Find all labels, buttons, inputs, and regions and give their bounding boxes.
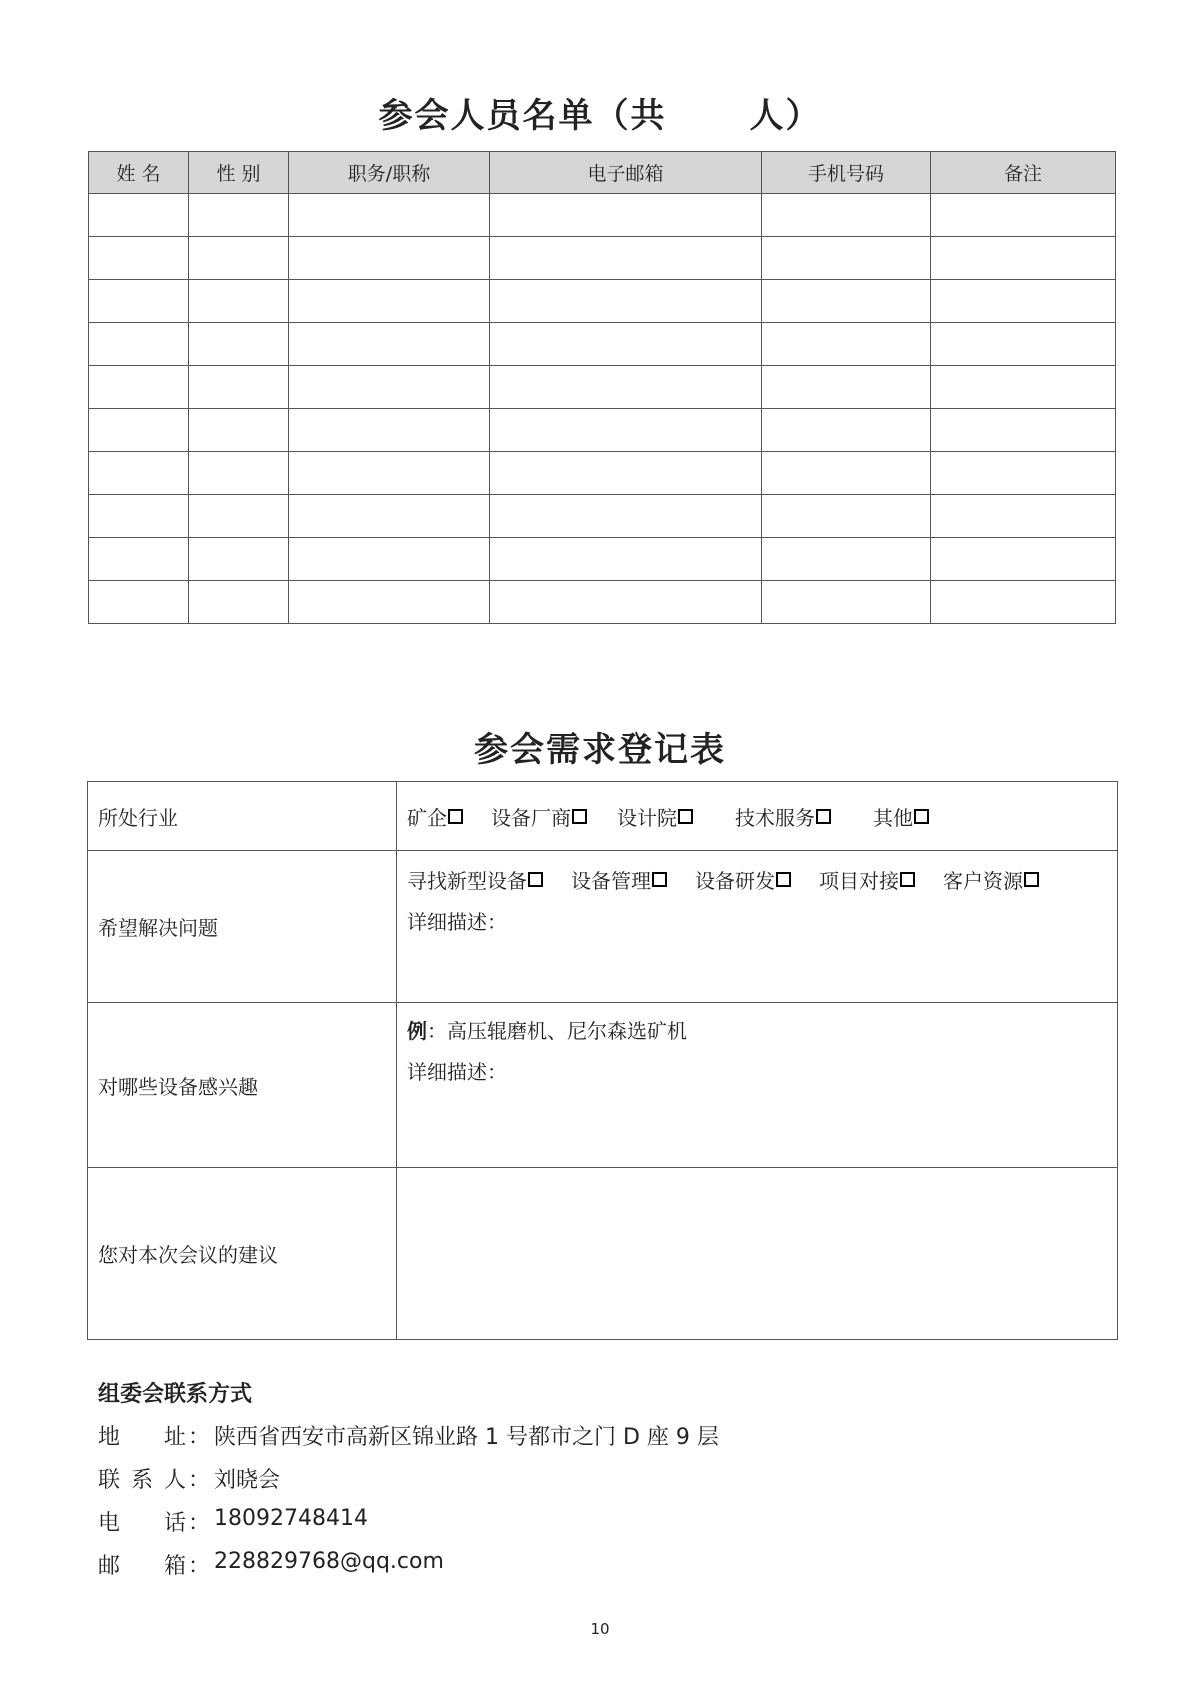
cell-phone[interactable] <box>762 581 931 624</box>
example-prefix: 例 <box>407 1019 427 1043</box>
header-position: 职务/职称 <box>289 152 490 194</box>
contact-heading: 组委会联系方式 <box>98 1382 253 1407</box>
table-row <box>89 495 1116 538</box>
cell-gender[interactable] <box>189 581 289 624</box>
cell-phone[interactable] <box>762 323 931 366</box>
cell-gender[interactable] <box>189 194 289 237</box>
cell-email[interactable] <box>490 280 762 323</box>
table-row <box>89 194 1116 237</box>
checkbox-icon[interactable] <box>528 872 543 887</box>
industry-option-tech-service[interactable]: 技术服务 <box>735 802 831 831</box>
cell-phone[interactable] <box>762 194 931 237</box>
cell-gender[interactable] <box>189 280 289 323</box>
cell-name[interactable] <box>89 280 189 323</box>
attendee-table <box>88 151 1116 624</box>
problem-option-equipment-rnd[interactable]: 设备研发 <box>695 865 791 894</box>
cell-phone[interactable] <box>762 409 931 452</box>
cell-remarks[interactable] <box>931 280 1116 323</box>
contact-email: 邮 箱 ： 228829768@qq.com <box>98 1549 444 1579</box>
cell-position[interactable] <box>289 538 490 581</box>
equipment-example <box>407 1015 1117 1044</box>
page-number: 10 <box>590 1620 610 1638</box>
cell-name[interactable] <box>89 237 189 280</box>
cell-position[interactable] <box>289 237 490 280</box>
industry-option-mining[interactable]: 矿企 <box>407 802 463 831</box>
cell-email[interactable] <box>490 452 762 495</box>
suggestions-row <box>88 1168 1118 1340</box>
cell-name[interactable] <box>89 538 189 581</box>
contact-phone: 电 话 ： 18092748414 <box>98 1506 368 1536</box>
problems-detail-label[interactable]: 详细描述： <box>407 910 507 934</box>
industry-option-equipment-maker[interactable]: 设备厂商 <box>491 802 587 831</box>
cell-remarks[interactable] <box>931 194 1116 237</box>
industry-options <box>397 782 1118 851</box>
cell-remarks[interactable] <box>931 323 1116 366</box>
cell-position[interactable] <box>289 495 490 538</box>
cell-position[interactable] <box>289 280 490 323</box>
industry-option-other[interactable]: 其他 <box>873 802 929 831</box>
industry-row <box>88 782 1118 851</box>
cell-remarks[interactable] <box>931 581 1116 624</box>
header-email: 电子邮箱 <box>490 152 762 194</box>
problem-option-equipment-management[interactable]: 设备管理 <box>571 865 667 894</box>
header-gender: 性 别 <box>189 152 289 194</box>
problems-row <box>88 851 1118 1003</box>
cell-remarks[interactable] <box>931 495 1116 538</box>
header-name: 姓 名 <box>89 152 189 194</box>
cell-email[interactable] <box>490 409 762 452</box>
cell-gender[interactable] <box>189 323 289 366</box>
cell-gender[interactable] <box>189 495 289 538</box>
problem-option-customer-resources[interactable]: 客户资源 <box>943 865 1039 894</box>
header-phone: 手机号码 <box>762 152 931 194</box>
cell-position[interactable] <box>289 581 490 624</box>
cell-remarks[interactable] <box>931 538 1116 581</box>
checkbox-icon[interactable] <box>448 809 463 824</box>
cell-position[interactable] <box>289 452 490 495</box>
contact-address: 地 址 ： 陕西省西安市高新区锦业路 1 号都市之门 D 座 9 层 <box>98 1425 719 1450</box>
table-row <box>89 323 1116 366</box>
cell-gender[interactable] <box>189 366 289 409</box>
cell-remarks[interactable] <box>931 366 1116 409</box>
request-form-title: 参会需求登记表 <box>474 730 726 770</box>
checkbox-icon[interactable] <box>1024 872 1039 887</box>
table-row <box>89 581 1116 624</box>
equipment-row <box>88 1003 1118 1168</box>
cell-name[interactable] <box>89 366 189 409</box>
table-row <box>89 280 1116 323</box>
checkbox-icon[interactable] <box>652 872 667 887</box>
cell-remarks[interactable] <box>931 452 1116 495</box>
cell-email[interactable] <box>490 194 762 237</box>
attendee-list-title: 参会人员名单（共 人） <box>378 96 822 136</box>
cell-position[interactable] <box>289 366 490 409</box>
checkbox-icon[interactable] <box>816 809 831 824</box>
checkbox-icon[interactable] <box>678 809 693 824</box>
checkbox-icon[interactable] <box>900 872 915 887</box>
attendee-table-header <box>89 152 1116 194</box>
cell-email[interactable] <box>490 495 762 538</box>
cell-name[interactable] <box>89 323 189 366</box>
cell-name[interactable] <box>89 409 189 452</box>
cell-phone[interactable] <box>762 237 931 280</box>
cell-name[interactable] <box>89 495 189 538</box>
problems-label: 希望解决问题 <box>88 851 397 1003</box>
problem-option-project-matching[interactable]: 项目对接 <box>819 865 915 894</box>
cell-name[interactable] <box>89 581 189 624</box>
cell-email[interactable] <box>490 538 762 581</box>
cell-name[interactable] <box>89 452 189 495</box>
cell-gender[interactable] <box>189 409 289 452</box>
cell-position[interactable] <box>289 323 490 366</box>
equipment-detail-label[interactable]: 详细描述： <box>407 1060 507 1084</box>
organizer-contact <box>98 1377 719 1592</box>
equipment-label: 对哪些设备感兴趣 <box>88 1003 397 1168</box>
cell-position[interactable] <box>289 194 490 237</box>
checkbox-icon[interactable] <box>776 872 791 887</box>
equipment-value <box>397 1003 1118 1168</box>
problems-value <box>397 851 1118 1003</box>
request-table <box>87 781 1118 1340</box>
table-row <box>89 366 1116 409</box>
cell-phone[interactable] <box>762 452 931 495</box>
example-text: ：高压辊磨机、尼尔森选矿机 <box>427 1019 687 1043</box>
cell-gender[interactable] <box>189 237 289 280</box>
cell-gender[interactable] <box>189 538 289 581</box>
cell-email[interactable] <box>490 323 762 366</box>
checkbox-icon[interactable] <box>914 809 929 824</box>
cell-gender[interactable] <box>189 452 289 495</box>
suggestions-input[interactable] <box>397 1168 1118 1340</box>
cell-name[interactable] <box>89 194 189 237</box>
cell-position[interactable] <box>289 409 490 452</box>
table-row <box>89 237 1116 280</box>
cell-remarks[interactable] <box>931 409 1116 452</box>
industry-option-design-institute[interactable]: 设计院 <box>617 802 693 831</box>
cell-phone[interactable] <box>762 366 931 409</box>
industry-label: 所处行业 <box>88 782 397 851</box>
suggestions-label: 您对本次会议的建议 <box>88 1168 397 1340</box>
table-row <box>89 538 1116 581</box>
problem-option-new-equipment[interactable]: 寻找新型设备 <box>407 865 543 894</box>
cell-email[interactable] <box>490 366 762 409</box>
cell-email[interactable] <box>490 237 762 280</box>
table-row <box>89 452 1116 495</box>
header-remarks: 备注 <box>931 152 1116 194</box>
cell-phone[interactable] <box>762 280 931 323</box>
checkbox-icon[interactable] <box>572 809 587 824</box>
cell-remarks[interactable] <box>931 237 1116 280</box>
cell-email[interactable] <box>490 581 762 624</box>
contact-person: 联系人 ： 刘晓会 <box>98 1468 281 1493</box>
table-row <box>89 409 1116 452</box>
cell-phone[interactable] <box>762 495 931 538</box>
cell-phone[interactable] <box>762 538 931 581</box>
